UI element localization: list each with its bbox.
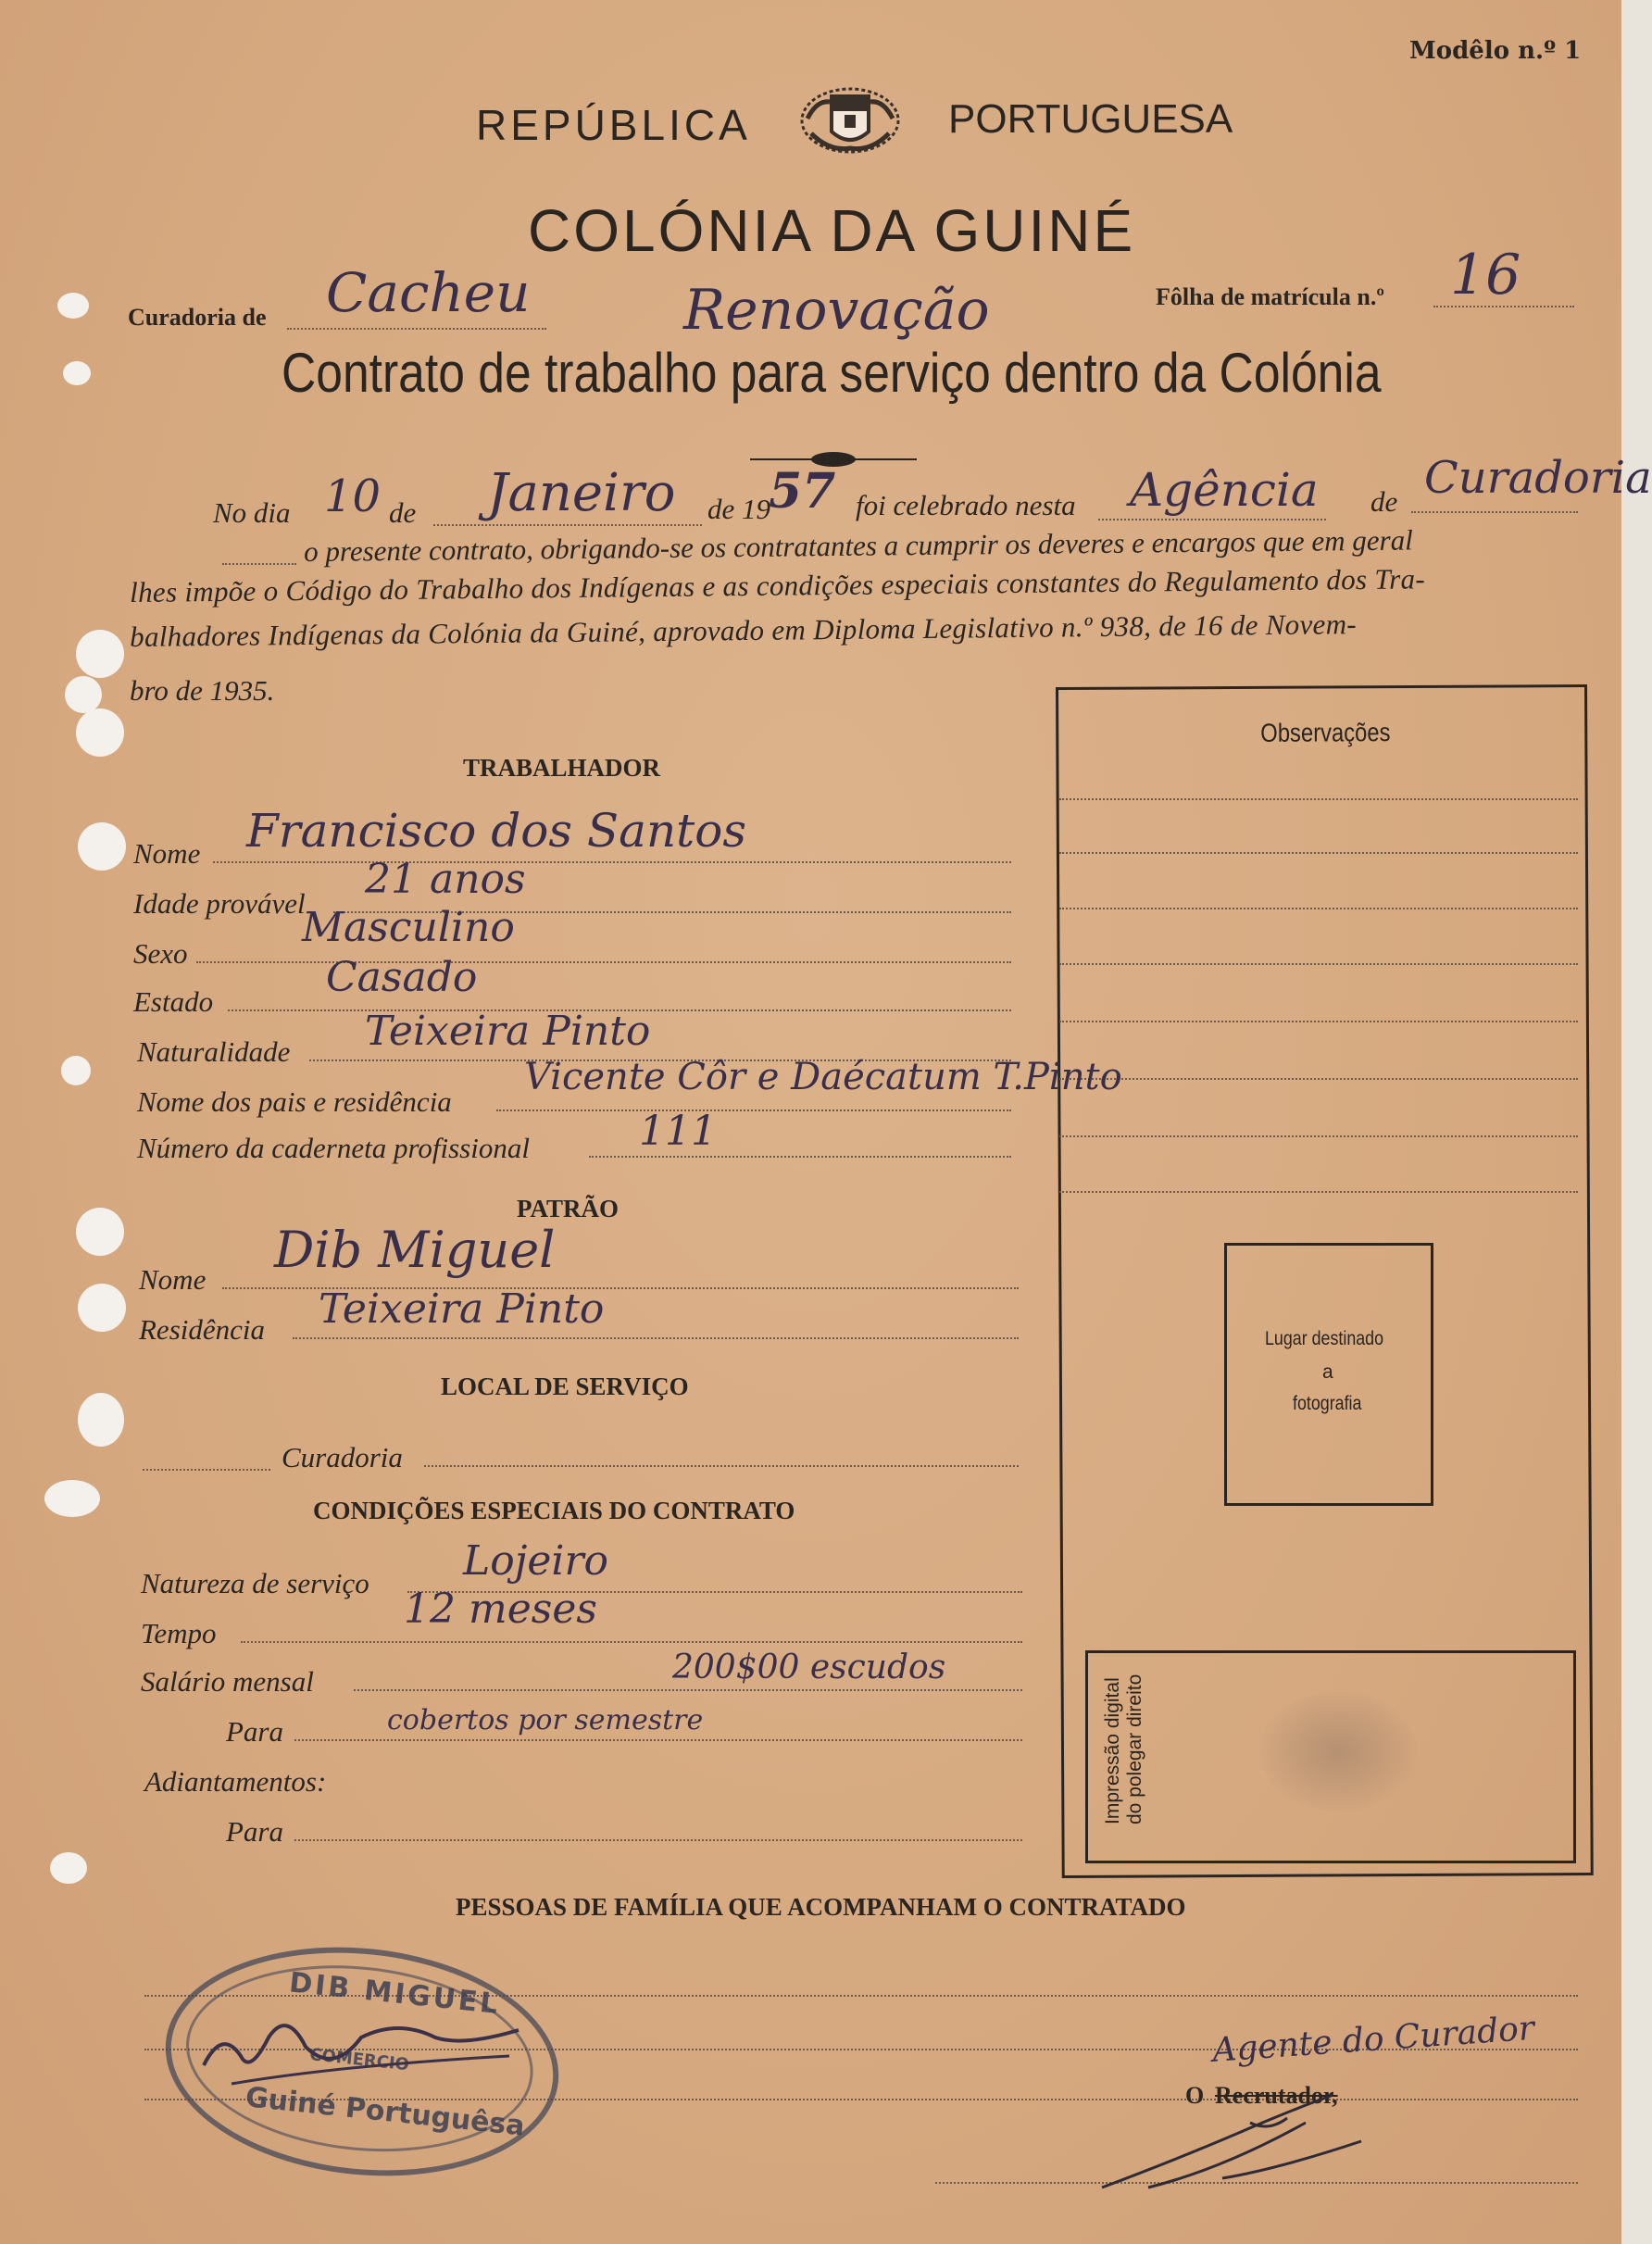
residencia-value: Teixeira Pinto [319, 1285, 605, 1333]
intro-p5: de [1370, 485, 1398, 518]
intro-curadoria: Curadoria [1424, 452, 1652, 504]
local-curadoria-label: Curadoria [282, 1441, 403, 1473]
intro-month: Janeiro [487, 463, 676, 523]
intro-year: 57 [769, 463, 836, 520]
pais-value: Vicente Côr e Daécatum T.Pinto [524, 1056, 1122, 1098]
curadoria-value: Cacheu [326, 261, 531, 324]
punch-hole [50, 1852, 87, 1884]
agente-signature: Agente do Curador [1211, 2009, 1536, 2070]
intro-line5: bro de 1935. [130, 674, 275, 707]
obs-line [1059, 1191, 1578, 1193]
intro-line2: o presente contrato, obrigando-se os contratantes a cumprir os deveres e encargos que em geral [304, 523, 1413, 568]
thumbprint-label [1102, 1674, 1146, 1824]
patrao-nome-label: Nome [139, 1263, 206, 1296]
tempo-dots [241, 1641, 1022, 1643]
signature-recrutador: Recrutador, [1215, 2082, 1338, 2109]
caderneta-value: 111 [639, 1108, 717, 1155]
curadoria-intro-dots [1411, 511, 1578, 513]
intro-p4: foi celebrado nesta [856, 489, 1076, 521]
para1-label: Para [226, 1715, 283, 1748]
salario-value: 200$00 escudos [672, 1649, 946, 1686]
place-dots [1098, 519, 1326, 520]
thumbprint-label-2: do polegar direito [1124, 1674, 1145, 1824]
obs-line [1059, 908, 1578, 909]
condicoes-heading: CONDIÇÕES ESPECIAIS DO CONTRATO [313, 1497, 795, 1524]
stamp-bottom-text: Guiné Portuguêsa [244, 2081, 527, 2143]
pais-label: Nome dos pais e residência [137, 1085, 452, 1118]
stamp-top-text: DIB MIGUEL [287, 1966, 503, 2022]
para1-value: cobertos por semestre [387, 1704, 704, 1736]
punch-hole [63, 361, 91, 385]
adiantamentos-label: Adiantamentos: [144, 1765, 327, 1798]
para2-label: Para [226, 1815, 283, 1848]
nome-dots [213, 861, 1011, 863]
natureza-label: Natureza de serviço [141, 1567, 369, 1599]
renovacao-note: Renovação [683, 278, 990, 343]
caderneta-dots [589, 1156, 1011, 1158]
curadoria-label: Curadoria de [128, 304, 267, 331]
patrao-nome-value: Dib Miguel [274, 1221, 556, 1279]
coat-of-arms-icon [795, 81, 906, 156]
idade-label: Idade provável [133, 887, 306, 920]
residencia-dots [293, 1337, 1019, 1339]
naturalidade-value: Teixeira Pinto [365, 1008, 651, 1055]
photo-text-3: fotografia [1293, 1393, 1362, 1414]
pais-dots [496, 1109, 1011, 1111]
obs-line [1059, 1135, 1578, 1137]
natureza-value: Lojeiro [463, 1537, 608, 1585]
residencia-label: Residência [139, 1313, 266, 1346]
republic-left: REPÚBLICA [476, 101, 751, 149]
estado-value: Casado [326, 954, 478, 1001]
caderneta-label: Número da caderneta profissional [137, 1132, 530, 1164]
obs-line [1059, 1078, 1578, 1080]
estado-label: Estado [133, 985, 214, 1018]
line2-dots [222, 563, 296, 565]
intro-day: 10 [324, 470, 382, 522]
intro-p3: de 19 [707, 493, 771, 525]
obs-line [1059, 1021, 1578, 1022]
signature-o: O [1185, 2082, 1205, 2109]
colony-title: COLÓNIA DA GUINÉ [528, 197, 1136, 264]
para1-dots [294, 1739, 1022, 1741]
obs-line [1059, 963, 1578, 965]
punch-hole [76, 708, 124, 757]
local-pre-dots [143, 1469, 270, 1471]
nome-label: Nome [133, 837, 201, 870]
sexo-dots [196, 961, 1011, 963]
local-curadoria-dots [424, 1465, 1019, 1467]
punch-hole [78, 822, 126, 871]
folha-label: Fôlha de matrícula n.º [1156, 283, 1384, 310]
month-dots [433, 524, 702, 526]
punch-hole [78, 1284, 126, 1332]
tempo-value: 12 meses [404, 1586, 597, 1633]
intro-p2: de [389, 496, 417, 529]
stamp-middle-text: COMERCIO [308, 2045, 410, 2075]
punch-hole [44, 1480, 100, 1517]
patrao-heading: PATRÃO [517, 1195, 619, 1222]
idade-value: 21 anos [365, 856, 526, 903]
folha-value: 16 [1450, 243, 1521, 307]
contract-title: Contrato de trabalho para serviço dentro da Colónia [282, 342, 1382, 404]
punch-hole [76, 630, 124, 678]
model-number: Modêlo n.º 1 [1409, 37, 1582, 65]
main-signature-scribble [1093, 2095, 1389, 2206]
salario-label: Salário mensal [141, 1665, 314, 1698]
punch-hole [78, 1393, 124, 1447]
intro-line3: lhes impõe o Código do Trabalho dos Indígenas e as condições especiais constantes do Regulamento dos Tra- [130, 562, 1426, 608]
naturalidade-label: Naturalidade [137, 1035, 291, 1068]
para2-dots [294, 1839, 1022, 1841]
curadoria-dots [287, 328, 546, 330]
intro-line4: balhadores Indígenas da Colónia da Guiné, aprovado em Diploma Legislativo n.º 938, de 16 de Novem- [130, 608, 1358, 653]
trabalhador-heading: TRABALHADOR [463, 754, 661, 782]
thumbprint-smudge [1259, 1691, 1417, 1811]
sexo-value: Masculino [302, 904, 515, 951]
stamp-signature-scribble [194, 2010, 528, 2093]
obs-line [1059, 852, 1578, 854]
observations-title: Observações [1260, 718, 1391, 747]
punch-hole [57, 293, 89, 319]
local-heading: LOCAL DE SERVIÇO [441, 1373, 689, 1400]
nome-value: Francisco dos Santos [246, 804, 747, 858]
tempo-label: Tempo [141, 1617, 217, 1649]
familia-heading: PESSOAS DE FAMÍLIA QUE ACOMPANHAM O CONTRATADO [456, 1893, 1186, 1921]
salario-dots [354, 1689, 1022, 1691]
intro-place: Agência [1130, 463, 1319, 517]
intro-p1: No dia [213, 496, 291, 529]
obs-line [1059, 798, 1578, 800]
punch-hole [76, 1208, 124, 1256]
republic-right: PORTUGUESA [948, 96, 1233, 142]
photo-text-1: Lugar destinado [1265, 1328, 1384, 1349]
punch-hole [61, 1056, 91, 1085]
thumbprint-label-1: Impressão digital [1102, 1677, 1123, 1824]
photo-text-2: a [1322, 1361, 1333, 1383]
punch-hole [65, 676, 102, 713]
sexo-label: Sexo [133, 937, 188, 970]
